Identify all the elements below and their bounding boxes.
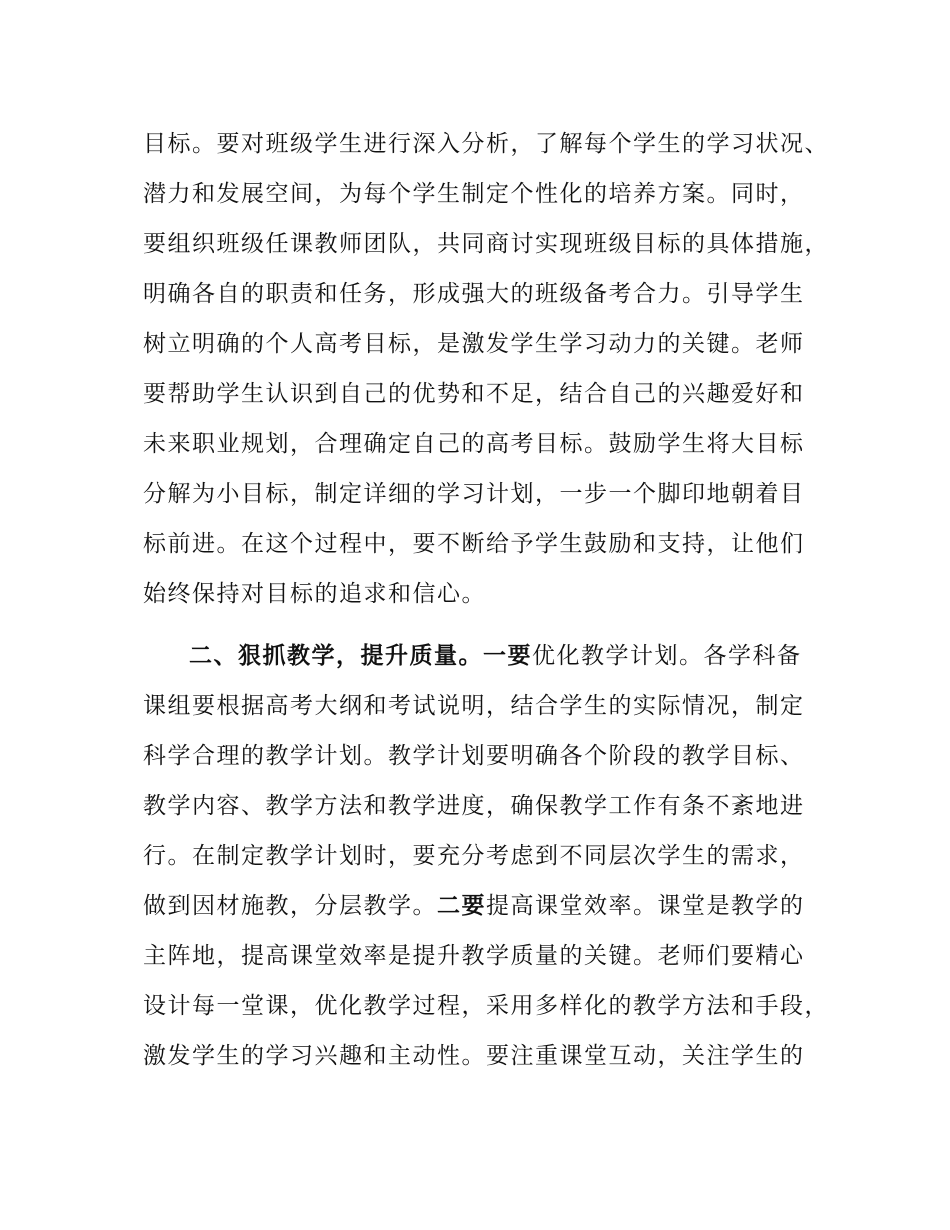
paragraph-line: 要组织班级任课教师团队，共同商讨实现班级目标的具体措施， (143, 231, 829, 257)
paragraph-text: 优化教学计划。各学科备 (532, 643, 802, 669)
paragraph-text: 提高课堂效率。课堂是教学的 (486, 893, 805, 919)
section-first-line (189, 636, 869, 676)
point-marker-2: 二要 (437, 892, 486, 919)
paragraph-line: 潜力和发展空间，为每个学生制定个性化的培养方案。同时， (143, 181, 805, 207)
section-heading: 二、狠抓教学，提升质量。 (189, 642, 483, 669)
paragraph-line: 设计每一堂课，优化教学过程，采用多样化的教学方法和手段， (143, 993, 829, 1019)
paragraph-line: 要帮助学生认识到自己的优势和不足，结合自己的兴趣爱好和 (143, 381, 805, 407)
point-marker-1: 一要 (483, 642, 532, 669)
paragraph-line: 未来职业规划，合理确定自己的高考目标。鼓励学生将大目标 (143, 431, 805, 457)
paragraph-line: 主阵地，提高课堂效率是提升教学质量的关键。老师们要精心 (143, 943, 805, 969)
paragraph-line: 科学合理的教学计划。教学计划要明确各个阶段的教学目标、 (143, 743, 805, 769)
paragraph-line: 标前进。在这个过程中，要不断给予学生鼓励和支持，让他们 (143, 531, 805, 557)
paragraph-line: 行。在制定教学计划时，要充分考虑到不同层次学生的需求， (143, 843, 805, 869)
paragraph-line: 目标。要对班级学生进行深入分析，了解每个学生的学习状况、 (143, 131, 829, 157)
paragraph-line (143, 886, 823, 926)
paragraph-line: 课组要根据高考大纲和考试说明，结合学生的实际情况，制定 (143, 693, 805, 719)
paragraph-line: 始终保持对目标的追求和信心。 (143, 581, 486, 607)
paragraph-line: 明确各自的职责和任务，形成强大的班级备考合力。引导学生 (143, 281, 805, 307)
paragraph-line: 激发学生的学习兴趣和主动性。要注重课堂互动，关注学生的 (143, 1043, 805, 1069)
paragraph-line: 分解为小目标，制定详细的学习计划，一步一个脚印地朝着目 (143, 481, 805, 507)
paragraph-text: 做到因材施教，分层教学。 (143, 893, 437, 919)
paragraph-line: 树立明确的个人高考目标，是激发学生学习动力的关键。老师 (143, 331, 805, 357)
paragraph-line: 教学内容、教学方法和教学进度，确保教学工作有条不紊地进 (143, 793, 805, 819)
